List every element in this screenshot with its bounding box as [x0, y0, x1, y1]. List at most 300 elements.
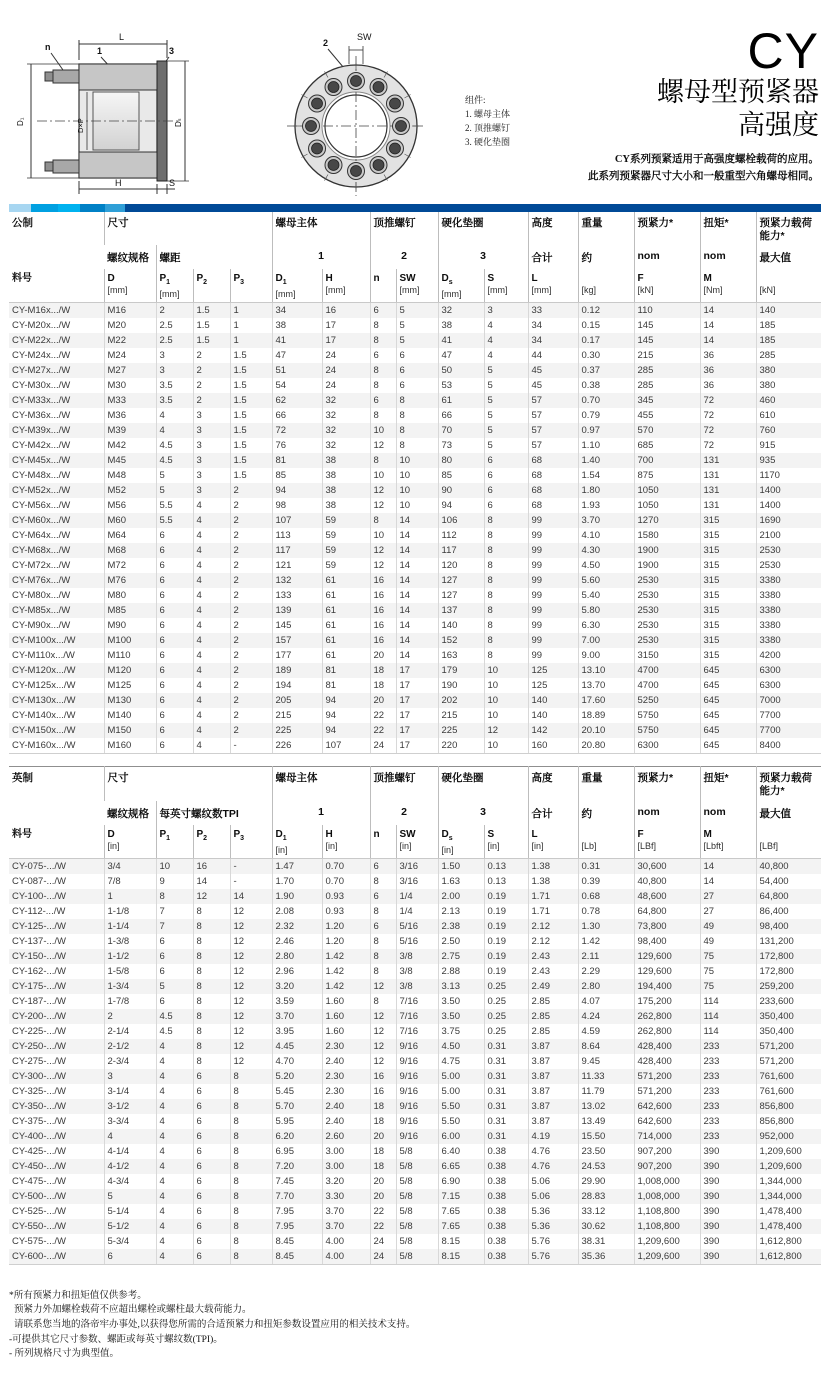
value-cell: 3/8 — [396, 964, 438, 979]
value-cell: 6.95 — [272, 1144, 322, 1159]
legend-item: 2. 顶推螺钉 — [465, 122, 511, 133]
value-cell: 61 — [322, 603, 370, 618]
value-cell: 8 — [370, 874, 396, 889]
part-number-cell: CY-150-.../W — [12, 950, 67, 962]
value-cell: 6 — [156, 964, 193, 979]
value-cell: 2.40 — [322, 1054, 370, 1069]
value-cell: 6 — [193, 1129, 230, 1144]
value-cell: 6.20 — [272, 1129, 322, 1144]
value-cell: 0.19 — [484, 919, 528, 934]
value-cell: 3380 — [756, 603, 821, 618]
value-cell: 1 — [230, 333, 272, 348]
part-number-cell: CY-M110x.../W — [12, 650, 75, 662]
value-cell: 3 — [104, 1069, 156, 1084]
value-cell: 6 — [193, 1084, 230, 1099]
part-number-cell: CY-475-.../W — [12, 1175, 67, 1187]
value-cell: 10 — [484, 663, 528, 678]
dim-label-S: S — [169, 178, 176, 188]
value-cell: 8 — [370, 904, 396, 919]
value-cell: 99 — [528, 558, 578, 573]
value-cell: 1.5 — [230, 453, 272, 468]
sub-thread: 螺纹规格 — [107, 807, 149, 820]
value-cell: 6 — [370, 348, 396, 363]
jackbolt-head-icon — [306, 121, 317, 132]
value-cell: 131,200 — [756, 934, 821, 949]
value-cell: 0.79 — [578, 408, 634, 423]
value-cell: 36 — [700, 363, 756, 378]
value-cell: 0.78 — [578, 904, 634, 919]
value-cell: 8 — [230, 1174, 272, 1189]
value-cell: 1.42 — [322, 949, 370, 964]
value-cell: 2.30 — [322, 1039, 370, 1054]
footnote-line: *所有预紧力和扭矩值仅供参考。 — [9, 1290, 147, 1301]
value-cell: 9.45 — [578, 1054, 634, 1069]
value-cell: 350,400 — [756, 1024, 821, 1039]
value-cell: 24 — [322, 378, 370, 393]
value-cell: 8 — [484, 648, 528, 663]
value-cell: 390 — [700, 1159, 756, 1174]
value-cell: 38 — [322, 453, 370, 468]
value-cell: 1.42 — [322, 964, 370, 979]
part-number-header: 料号 — [9, 825, 104, 859]
value-cell: 172,800 — [756, 949, 821, 964]
value-cell: 5 — [396, 333, 438, 348]
value-cell: 390 — [700, 1174, 756, 1189]
value-cell: 8 — [370, 333, 396, 348]
value-cell: 14 — [700, 874, 756, 889]
value-cell: 2.85 — [528, 1024, 578, 1039]
jackbolt-head-icon — [351, 166, 362, 177]
value-cell: 5.06 — [528, 1189, 578, 1204]
value-cell: M130 — [104, 693, 156, 708]
value-cell: 4.50 — [578, 558, 634, 573]
value-cell: 8 — [484, 588, 528, 603]
value-cell: 12 — [370, 1039, 396, 1054]
value-cell: 85 — [272, 468, 322, 483]
value-cell: 99 — [528, 528, 578, 543]
value-cell: 18 — [370, 678, 396, 693]
value-cell: 0.97 — [578, 423, 634, 438]
value-cell: 48,600 — [634, 889, 700, 904]
footnotes — [9, 1289, 821, 1363]
value-cell: 6 — [156, 678, 193, 693]
value-cell: 6 — [193, 1099, 230, 1114]
value-cell: 0.19 — [484, 934, 528, 949]
value-cell: 12 — [370, 979, 396, 994]
value-cell: 915 — [756, 438, 821, 453]
value-cell: 6 — [104, 1249, 156, 1264]
value-cell: 99 — [528, 573, 578, 588]
value-cell: 12 — [370, 558, 396, 573]
value-cell: 6 — [193, 1114, 230, 1129]
value-cell: 262,800 — [634, 1024, 700, 1039]
value-cell: 3.87 — [528, 1114, 578, 1129]
value-cell: 2.60 — [322, 1129, 370, 1144]
value-cell: 4.10 — [578, 528, 634, 543]
value-cell: 3380 — [756, 588, 821, 603]
value-cell: 4.76 — [528, 1144, 578, 1159]
value-cell: 1.54 — [578, 468, 634, 483]
value-cell: 645 — [700, 678, 756, 693]
value-cell: 2.5 — [156, 318, 193, 333]
value-cell: M27 — [104, 363, 156, 378]
value-cell: 66 — [438, 408, 484, 423]
value-cell: 4 — [193, 543, 230, 558]
value-cell: 75 — [700, 949, 756, 964]
value-cell: M140 — [104, 708, 156, 723]
part-number-cell: CY-375-.../W — [12, 1115, 67, 1127]
jackbolt-head-icon — [373, 159, 384, 170]
value-cell: 2.75 — [438, 949, 484, 964]
part-callout-3: 3 — [169, 46, 175, 56]
part-number-cell: CY-M36x.../W — [12, 410, 71, 422]
value-cell: 1.71 — [528, 904, 578, 919]
column-header: S [mm] — [484, 269, 528, 303]
value-cell: 1.60 — [322, 1024, 370, 1039]
value-cell: 4 — [156, 1114, 193, 1129]
table-row — [9, 1069, 821, 1084]
value-cell: 16 — [370, 618, 396, 633]
value-cell: 4 — [156, 1054, 193, 1069]
value-cell: 220 — [438, 738, 484, 753]
value-cell: 6 — [484, 483, 528, 498]
value-cell: 1 — [230, 318, 272, 333]
value-cell: 3/8 — [396, 949, 438, 964]
value-cell: 5.06 — [528, 1174, 578, 1189]
metric-table — [9, 212, 821, 753]
group-capacity: 预紧力载荷能力* — [756, 212, 821, 245]
sub-thread: 螺纹规格 — [107, 252, 149, 265]
part-callout-1: 1 — [97, 46, 103, 56]
value-cell: 2 — [230, 498, 272, 513]
value-cell: 262,800 — [634, 1009, 700, 1024]
value-cell: 13.02 — [578, 1099, 634, 1114]
table-row — [9, 1129, 821, 1144]
value-cell: 2 — [230, 573, 272, 588]
value-cell: 6 — [156, 618, 193, 633]
value-cell: 0.37 — [578, 363, 634, 378]
value-cell: 226 — [272, 738, 322, 753]
column-header: SW [mm] — [396, 269, 438, 303]
value-cell: M42 — [104, 438, 156, 453]
value-cell: 3.00 — [322, 1144, 370, 1159]
value-cell: 12 — [230, 1039, 272, 1054]
table-row — [9, 1144, 821, 1159]
value-cell: 20.10 — [578, 723, 634, 738]
value-cell: 137 — [438, 603, 484, 618]
value-cell: 6 — [370, 889, 396, 904]
value-cell: 2-1/2 — [104, 1039, 156, 1054]
value-cell: 2-1/4 — [104, 1024, 156, 1039]
value-cell: 4 — [156, 1189, 193, 1204]
value-cell: 99 — [528, 603, 578, 618]
value-cell: 8 — [484, 603, 528, 618]
value-cell: 3 — [156, 348, 193, 363]
value-cell: 8 — [193, 994, 230, 1009]
value-cell: 99 — [528, 648, 578, 663]
value-cell: 3380 — [756, 573, 821, 588]
value-cell: M85 — [104, 603, 156, 618]
column-header: L [in] — [528, 825, 578, 859]
value-cell: 9/16 — [396, 1069, 438, 1084]
part-number-cell: CY-M130x.../W — [12, 695, 76, 707]
value-cell: 1050 — [634, 483, 700, 498]
value-cell: 390 — [700, 1249, 756, 1264]
value-cell: 714,000 — [634, 1129, 700, 1144]
table-row — [9, 363, 821, 378]
value-cell: 610 — [756, 408, 821, 423]
table-row — [9, 678, 821, 693]
value-cell: 5.80 — [578, 603, 634, 618]
value-cell: 10 — [396, 468, 438, 483]
value-cell: 1.90 — [272, 889, 322, 904]
value-cell: 7.95 — [272, 1219, 322, 1234]
table-row — [9, 738, 821, 753]
value-cell: 6 — [370, 303, 396, 319]
value-cell: 6 — [156, 588, 193, 603]
value-cell: 2.88 — [438, 964, 484, 979]
value-cell: 4 — [156, 1069, 193, 1084]
table-row — [9, 1159, 821, 1174]
part-number-cell: CY-100-.../W — [12, 890, 67, 902]
value-cell: 8 — [370, 453, 396, 468]
value-cell: 94 — [322, 693, 370, 708]
value-cell: 8 — [230, 1204, 272, 1219]
column-header: S [in] — [484, 825, 528, 859]
front-view-drawing — [261, 26, 451, 198]
value-cell: 9/16 — [396, 1114, 438, 1129]
value-cell: 6 — [156, 738, 193, 753]
sub-weight-approx: 约 — [578, 801, 634, 825]
value-cell: 20 — [370, 1189, 396, 1204]
value-cell: 99 — [528, 513, 578, 528]
value-cell: 3/16 — [396, 858, 438, 874]
group-torque: 扭矩* — [700, 767, 756, 801]
value-cell: 0.17 — [578, 333, 634, 348]
part-number-cell: CY-M125x.../W — [12, 680, 76, 692]
value-cell: 8 — [230, 1144, 272, 1159]
table-row — [9, 513, 821, 528]
value-cell: 131 — [700, 483, 756, 498]
value-cell: 61 — [322, 588, 370, 603]
dim-label-Ds: Dₛ — [174, 118, 183, 127]
value-cell: 16 — [370, 1084, 396, 1099]
value-cell: 27 — [700, 889, 756, 904]
value-cell: 0.38 — [484, 1234, 528, 1249]
value-cell: M48 — [104, 468, 156, 483]
value-cell: M68 — [104, 543, 156, 558]
value-cell: 428,400 — [634, 1054, 700, 1069]
value-cell: 61 — [322, 633, 370, 648]
value-cell: 38 — [438, 318, 484, 333]
value-cell: M64 — [104, 528, 156, 543]
value-cell: 0.93 — [322, 904, 370, 919]
value-cell: 3150 — [634, 648, 700, 663]
value-cell: 38 — [322, 498, 370, 513]
value-cell: 127 — [438, 573, 484, 588]
dim-label-H: H — [115, 178, 122, 188]
part-number-cell: CY-500-.../W — [12, 1190, 67, 1202]
value-cell: 6 — [156, 994, 193, 1009]
value-cell: 5/8 — [396, 1174, 438, 1189]
part-number-cell: CY-350-.../W — [12, 1100, 67, 1112]
value-cell: 2.85 — [528, 994, 578, 1009]
value-cell: 4 — [193, 693, 230, 708]
part-number-cell: CY-M52x.../W — [12, 485, 71, 497]
value-cell: 7 — [156, 904, 193, 919]
group-weight: 重量 — [578, 767, 634, 801]
value-cell: 6.90 — [438, 1174, 484, 1189]
value-cell: M30 — [104, 378, 156, 393]
part-number-cell: CY-525-.../W — [12, 1205, 67, 1217]
jackbolt-head-icon — [328, 159, 339, 170]
value-cell: 1-7/8 — [104, 994, 156, 1009]
column-header: F [kN] — [634, 269, 700, 303]
value-cell: 132 — [272, 573, 322, 588]
value-cell: 33 — [528, 303, 578, 319]
value-cell: 1270 — [634, 513, 700, 528]
value-cell: 2.85 — [528, 1009, 578, 1024]
value-cell: 90 — [438, 483, 484, 498]
jackbolt-head-icon — [389, 143, 400, 154]
value-cell: 1.30 — [578, 919, 634, 934]
value-cell: 760 — [756, 423, 821, 438]
table-row — [9, 1039, 821, 1054]
value-cell: 94 — [322, 708, 370, 723]
value-cell: 85 — [438, 468, 484, 483]
part-number-cell: CY-M140x.../W — [12, 710, 76, 722]
bar-segment — [105, 204, 125, 212]
table-row — [9, 964, 821, 979]
value-cell: 49 — [700, 919, 756, 934]
value-cell: 17 — [396, 678, 438, 693]
value-cell: 1.42 — [578, 934, 634, 949]
value-cell: 0.38 — [484, 1189, 528, 1204]
value-cell: 1-3/8 — [104, 934, 156, 949]
part-number-cell: CY-M16x.../W — [12, 305, 71, 317]
value-cell: 127 — [438, 588, 484, 603]
imperial-table — [9, 766, 821, 1263]
value-cell: 5.40 — [578, 588, 634, 603]
value-cell: 76 — [272, 438, 322, 453]
value-cell: 1.70 — [272, 874, 322, 889]
value-cell: 0.19 — [484, 964, 528, 979]
value-cell: 6 — [370, 919, 396, 934]
value-cell: 157 — [272, 633, 322, 648]
value-cell: 72 — [272, 423, 322, 438]
table-row — [9, 378, 821, 393]
value-cell: 7700 — [756, 723, 821, 738]
value-cell: 315 — [700, 618, 756, 633]
value-cell: 20 — [370, 1129, 396, 1144]
technical-drawings — [9, 26, 510, 202]
value-cell: 36 — [700, 348, 756, 363]
value-cell: 0.38 — [578, 378, 634, 393]
value-cell: 32 — [322, 438, 370, 453]
value-cell: 2530 — [634, 588, 700, 603]
sub-weight-approx: 约 — [578, 245, 634, 269]
value-cell: M56 — [104, 498, 156, 513]
column-header: D [in] — [104, 825, 156, 859]
value-cell: 8 — [193, 979, 230, 994]
value-cell: 3.70 — [578, 513, 634, 528]
value-cell: 34 — [528, 318, 578, 333]
value-cell: 1-1/4 — [104, 919, 156, 934]
value-cell: 14 — [396, 558, 438, 573]
value-cell: 8 — [484, 618, 528, 633]
value-cell: 14 — [396, 528, 438, 543]
sub-height-total: 合计 — [528, 801, 578, 825]
value-cell: M36 — [104, 408, 156, 423]
value-cell: 4 — [193, 738, 230, 753]
value-cell: 120 — [438, 558, 484, 573]
value-cell: 12 — [230, 979, 272, 994]
part-number-cell: CY-M90x.../W — [12, 620, 71, 632]
value-cell: 194 — [272, 678, 322, 693]
dim-label-DxP: D×P — [76, 118, 85, 133]
column-header: [LBf] — [756, 825, 821, 859]
value-cell: 4 — [156, 1099, 193, 1114]
value-cell: 140 — [528, 708, 578, 723]
value-cell: 7.45 — [272, 1174, 322, 1189]
value-cell: 12 — [370, 1024, 396, 1039]
value-cell: 6 — [193, 1144, 230, 1159]
table-row — [9, 919, 821, 934]
value-cell: 98,400 — [756, 919, 821, 934]
value-cell: 6 — [193, 1069, 230, 1084]
description-line: CY系列预紧适用于高强度螺栓载荷的应用。 — [614, 153, 819, 165]
value-cell: 6 — [396, 363, 438, 378]
value-cell: 233 — [700, 1114, 756, 1129]
part-number-cell: CY-175-.../W — [12, 980, 67, 992]
value-cell: 2 — [230, 528, 272, 543]
value-cell: 2530 — [756, 543, 821, 558]
value-cell: 0.13 — [484, 858, 528, 874]
value-cell: M125 — [104, 678, 156, 693]
value-cell: 2.11 — [578, 949, 634, 964]
column-header: n — [370, 269, 396, 303]
accent-gradient-bar — [9, 204, 821, 212]
value-cell: 140 — [756, 303, 821, 319]
value-cell: 61 — [322, 618, 370, 633]
value-cell: 8.15 — [438, 1234, 484, 1249]
value-cell: 14 — [396, 648, 438, 663]
value-cell: 12 — [230, 1024, 272, 1039]
value-cell: 2 — [230, 483, 272, 498]
value-cell: 20.80 — [578, 738, 634, 753]
value-cell: 315 — [700, 588, 756, 603]
value-cell: 5/8 — [396, 1144, 438, 1159]
value-cell: 22 — [370, 1204, 396, 1219]
value-cell: 49 — [700, 934, 756, 949]
jackbolt-head-icon — [396, 121, 407, 132]
value-cell: 5/8 — [396, 1159, 438, 1174]
value-cell: 12 — [230, 934, 272, 949]
value-cell: 40,800 — [634, 874, 700, 889]
legend-title: 组件: — [465, 95, 486, 105]
value-cell: 2 — [230, 693, 272, 708]
sub-washer-number: 3 — [438, 245, 528, 269]
value-cell: M72 — [104, 558, 156, 573]
value-cell: 4700 — [634, 678, 700, 693]
value-cell: 233 — [700, 1099, 756, 1114]
column-header: SW [in] — [396, 825, 438, 859]
table-row — [9, 949, 821, 964]
value-cell: 5.00 — [438, 1069, 484, 1084]
value-cell: 202 — [438, 693, 484, 708]
value-cell: M20 — [104, 318, 156, 333]
value-cell: 3.5 — [156, 378, 193, 393]
